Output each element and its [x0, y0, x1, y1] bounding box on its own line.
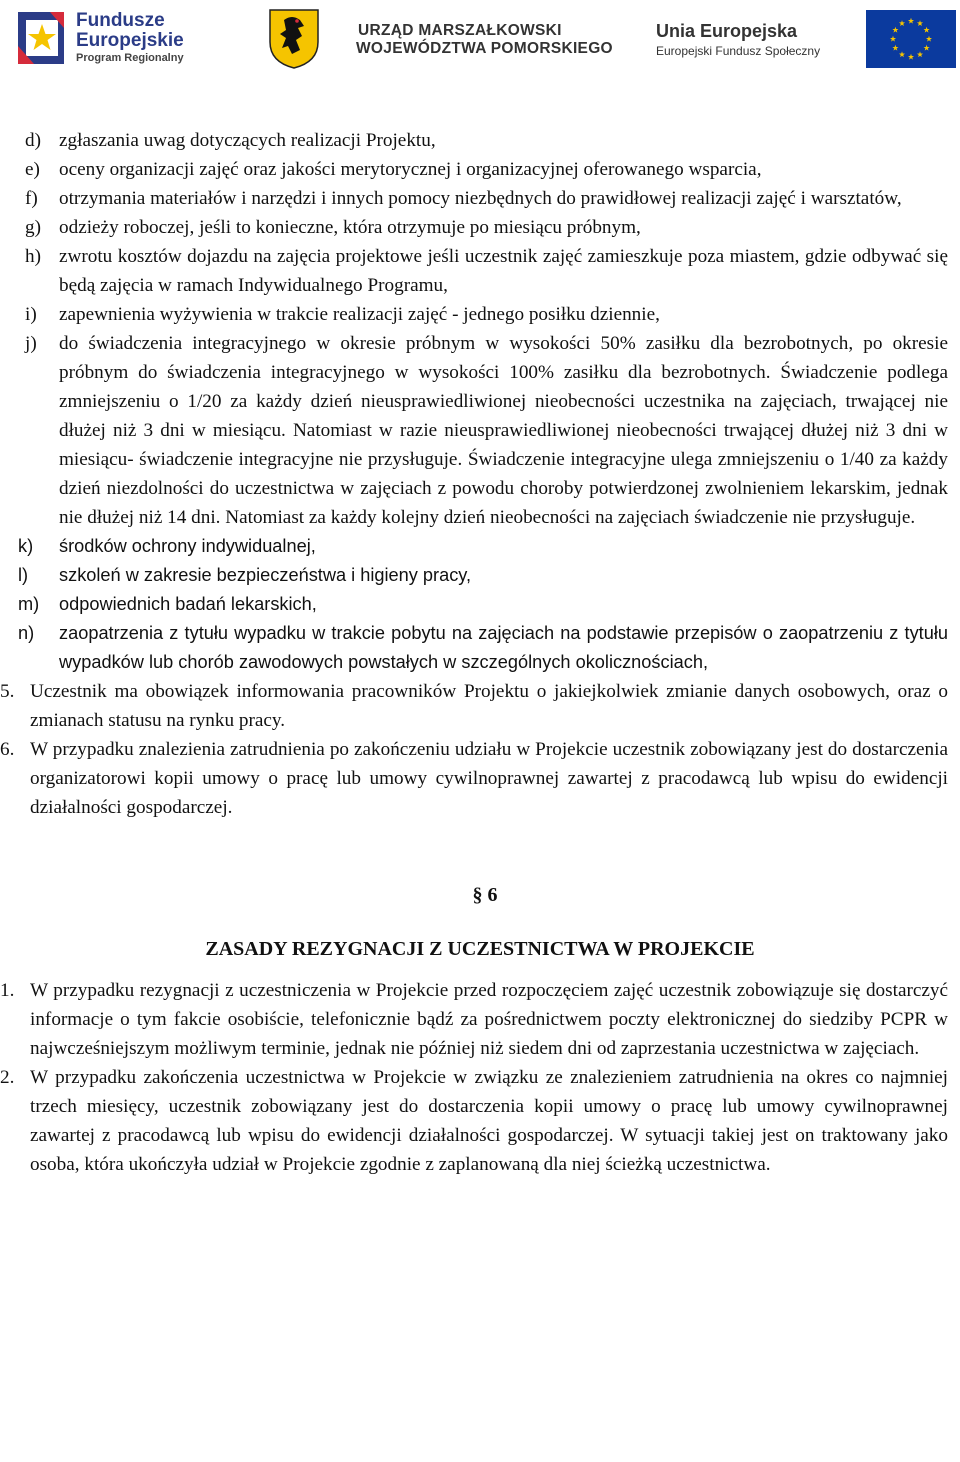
list-item [0, 532, 960, 561]
list-item-text: środków ochrony indywidualnej, [59, 536, 316, 556]
urzad-line2: WOJEWÓDZTWA POMORSKIEGO [356, 40, 613, 57]
rights-list-a [0, 126, 960, 532]
list-item-text: odzieży roboczej, jeśli to konieczne, która otrzymuje po miesiącu próbnym, [59, 217, 641, 238]
list-item [0, 184, 960, 213]
list-item-label: i) [25, 304, 37, 325]
list-item-label: n) [18, 623, 35, 643]
rights-list-b [0, 532, 960, 677]
fundusze-line2: Europejskie [76, 30, 184, 51]
list-item-label: d) [25, 130, 41, 151]
fundusze-line1: Fundusze [76, 10, 165, 31]
list-item-label: e) [25, 159, 40, 180]
list-item-label: j) [25, 333, 37, 354]
list-item-label: l) [18, 565, 29, 585]
urzad-line1: URZĄD MARSZAŁKOWSKI [358, 22, 562, 39]
list-item [0, 619, 960, 677]
list-item-label: h) [25, 246, 41, 267]
list-item-label: g) [25, 217, 41, 238]
list-item-text: zapewnienia wyżywienia w trakcie realizacji zajęć - jednego posiłku dziennie, [59, 304, 660, 325]
list-item-text: oceny organizacji zajęć oraz jakości merytorycznej i organizacyjnej oferowanego wsparcia, [59, 159, 762, 180]
list-item-label: 6. [0, 739, 15, 760]
section-number: § 6 [472, 884, 498, 906]
list-item-text: do świadczenia integracyjnego w okresie próbnym w wysokości 50% zasiłku dla bezrobotnych, po okresie próbnym do świadczenia integracyjnego w wysokości 100% zasiłku dla bezrobotnych. Świadczenie podlega zmniejszeniu o 1/20 za każdy dzień nieusprawiedliwionej nieobecności uczestnika na zajęciach, trwającej nie dłużej niż 3 dni w miesiącu. Natomiast w razie nieusprawiedliwionej nieobecności trwającej dłużej niż 3 dni w miesiącu- świadczenie integracyjne nie przysługuje. Świadczenie integracyjne ulega zmniejszeniu o 1/40 za każdy dzień niezdolności do uczestnictwa w zajęciach z powodu choroby potwierdzonej zwolnieniem lekarskim, jednak nie dłużej niż 14 dni. Natomiast za każdy kolejny dzień nieobecności na zajęciach świadczenie nie przysługuje. [59, 333, 948, 528]
page-header [0, 0, 960, 80]
list-item-label: 1. [0, 980, 15, 1001]
list-item [0, 155, 960, 184]
fundusze-europejskie-logo [14, 6, 214, 70]
eu-flag-icon [866, 10, 956, 68]
list-item-text: W przypadku znalezienia zatrudnienia po zakończeniu udziału w Projekcie uczestnik zobowiązany jest do dostarczenia organizatorowi kopii umowy o pracę lub umowy cywilnoprawnej zawartej z pracodawcą lub wpisu do ewidencji działalności gospodarczej. [30, 739, 948, 818]
resignation-rules-list [0, 976, 960, 1179]
list-item [0, 329, 960, 532]
spacer [0, 822, 960, 880]
fundusze-line3: Program Regionalny [76, 52, 184, 64]
list-item [0, 126, 960, 155]
list-item-text: W przypadku rezygnacji z uczestniczenia w Projekcie przed rozpoczęciem zajęć uczestnik zobowiązuje się dostarczyć informacje o tym fakcie osobiście, telefonicznie bądź za pośrednictwem poczty elektronicznej do siedziby PCPR w najwcześniejszym możliwym terminie, jednak nie później niż siedem dni od zaprzestania uczestnictwa w zajęciach. [30, 980, 948, 1059]
document-body [0, 126, 960, 1179]
list-item-text: odpowiednich badań lekarskich, [59, 594, 317, 614]
list-item [0, 242, 960, 300]
griffin-coat-of-arms-icon [264, 6, 324, 70]
list-item-text: szkoleń w zakresie bezpieczeństwa i higieny pracy, [59, 565, 472, 585]
fundusze-star-icon [14, 6, 70, 70]
unia-line1: Unia Europejska [656, 21, 798, 41]
list-item-label: 2. [0, 1067, 15, 1088]
list-item-label: f) [25, 188, 38, 209]
list-item-text: zaopatrzenia z tytułu wypadku w trakcie pobytu na zajęciach na podstawie przepisów o zaopatrzeniu z tytułu wypadków lub chorób zawodowych powstałych w szczególnych okolicznościach, [59, 623, 948, 672]
list-item-label: k) [18, 536, 34, 556]
list-item-text: otrzymania materiałów i narzędzi i innych pomocy niezbędnych do prawidłowej realizacji zajęć i warsztatów, [59, 188, 902, 209]
list-item [0, 213, 960, 242]
obligations-list [0, 677, 960, 822]
list-item-text: zwrotu kosztów dojazdu na zajęcia projektowe jeśli uczestnik zajęć zamieszkuje poza miastem, gdzie odbywać się będą zajęcia w ramach Indywidualnego Programu, [59, 246, 948, 296]
list-item-label: 5. [0, 681, 15, 702]
list-item [0, 590, 960, 619]
list-item [0, 300, 960, 329]
urzad-marszalkowski-logo [262, 6, 613, 70]
list-item [0, 677, 960, 735]
list-item-text: Uczestnik ma obowiązek informowania pracowników Projektu o jakiejkolwiek zmianie danych osobowych, oraz o zmianach statusu na rynku pracy. [30, 681, 948, 731]
list-item [0, 561, 960, 590]
unia-europejska-logo [652, 6, 952, 70]
list-item-label: m) [18, 594, 40, 614]
list-item [0, 976, 960, 1063]
list-item-text: zgłaszania uwag dotyczących realizacji Projektu, [59, 130, 436, 151]
list-item-text: W przypadku zakończenia uczestnictwa w Projekcie w związku ze znalezieniem zatrudnienia na okres co najmniej trzech miesięcy, uczestnik zobowiązany jest do dostarczenia kopii umowy o pracę lub umowy cywilnoprawnej zawartej z pracodawcą lub wpisu do ewidencji działalności gospodarczej. W sytuacji takiej jest on traktowany jako osoba, która ukończyła udział w Projekcie zgodnie z zaplanowaną dla niej ścieżką uczestnictwa. [30, 1067, 948, 1175]
unia-line2: Europejski Fundusz Społeczny [656, 44, 821, 58]
list-item [0, 1063, 960, 1179]
list-item [0, 735, 960, 822]
section-title: ZASADY REZYGNACJI Z UCZESTNICTWA W PROJEKCIE [205, 938, 755, 960]
